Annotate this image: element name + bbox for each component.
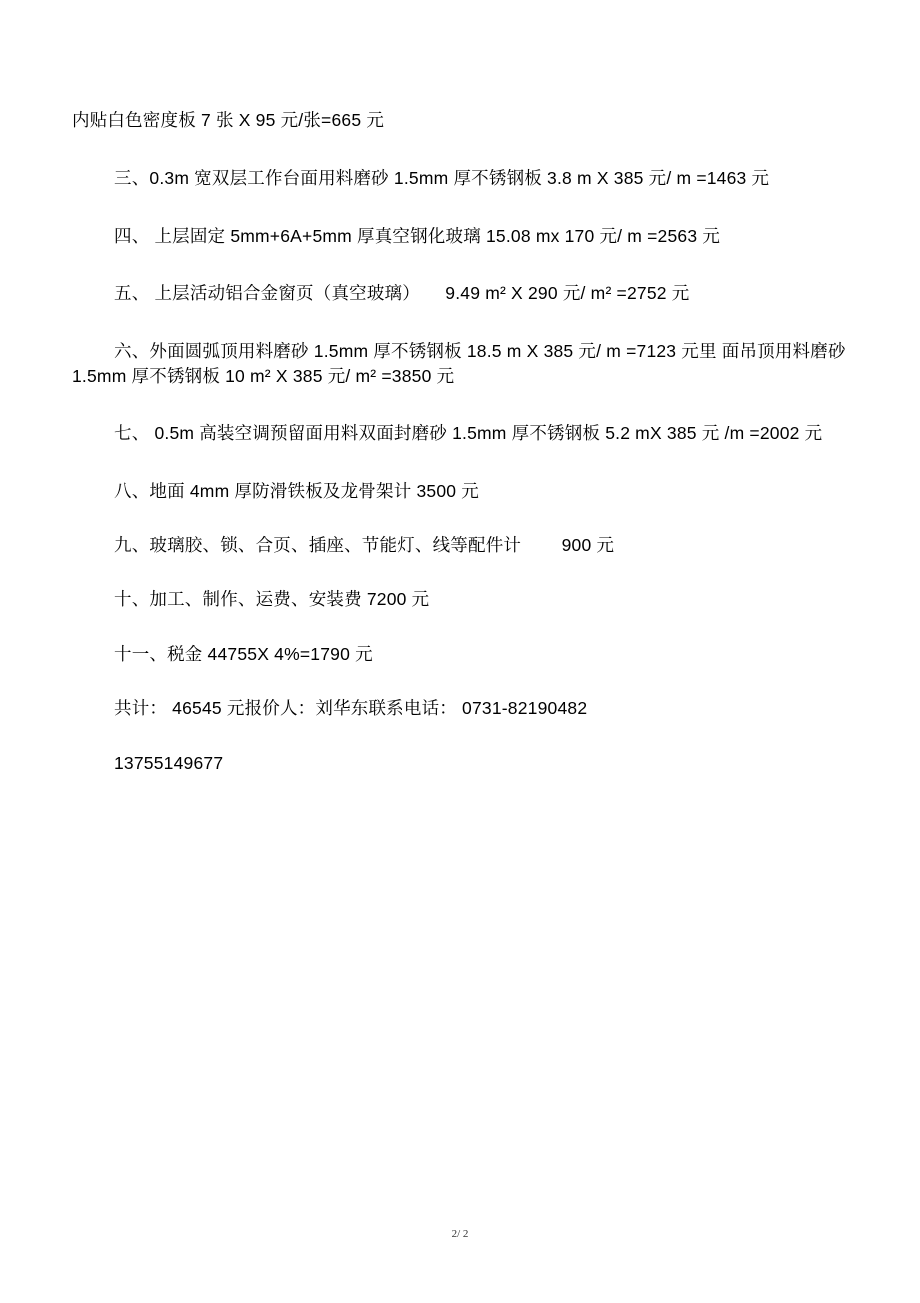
document-line: 13755149677 — [114, 752, 224, 773]
document-line: 共计： 46545 元报价人：刘华东联系电话： 0731-82190482 — [114, 698, 588, 719]
document-body — [72, 108, 850, 805]
document-line: 十、加工、制作、运费、安装费 7200 元 — [114, 589, 430, 610]
document-line: 十一、税金 44755X 4%=1790 元 — [114, 643, 373, 664]
document-line: 七、 0.5m 高装空调预留面用料双面封磨砂 1.5mm 厚不锈钢板 5.2 mX 385 元 /m =2002 元 — [114, 423, 823, 444]
page-number: 2/ 2 — [451, 1228, 469, 1240]
document-line: 三、0.3m 宽双层工作台面用料磨砂 1.5mm 厚不锈钢板 3.8 m X 385 元/ m =1463 元 — [114, 168, 770, 189]
document-line: 内贴白色密度板 7 张 X 95 元/张=665 元 — [72, 110, 385, 130]
document-line: 四、 上层固定 5mm+6A+5mm 厚真空钢化玻璃 15.08 mx 170 元/ m =2563 元 — [114, 225, 721, 246]
document-line: 六、外面圆弧顶用料磨砂 1.5mm 厚不锈钢板 18.5 m X 385 元/ m =7123 元里 面吊顶用料磨砂 1.5mm 厚不锈钢板 10 m² X 385 元/ m² =3850 元 — [72, 340, 851, 386]
document-line: 五、 上层活动铝合金窗页（真空玻璃） 9.49 m² X 290 元/ m² =2752 元 — [114, 283, 690, 304]
document-line: 八、地面 4mm 厚防滑铁板及龙骨架计 3500 元 — [114, 480, 479, 501]
document-line: 九、玻璃胶、锁、合页、插座、节能灯、线等配件计 900 元 — [114, 535, 615, 555]
